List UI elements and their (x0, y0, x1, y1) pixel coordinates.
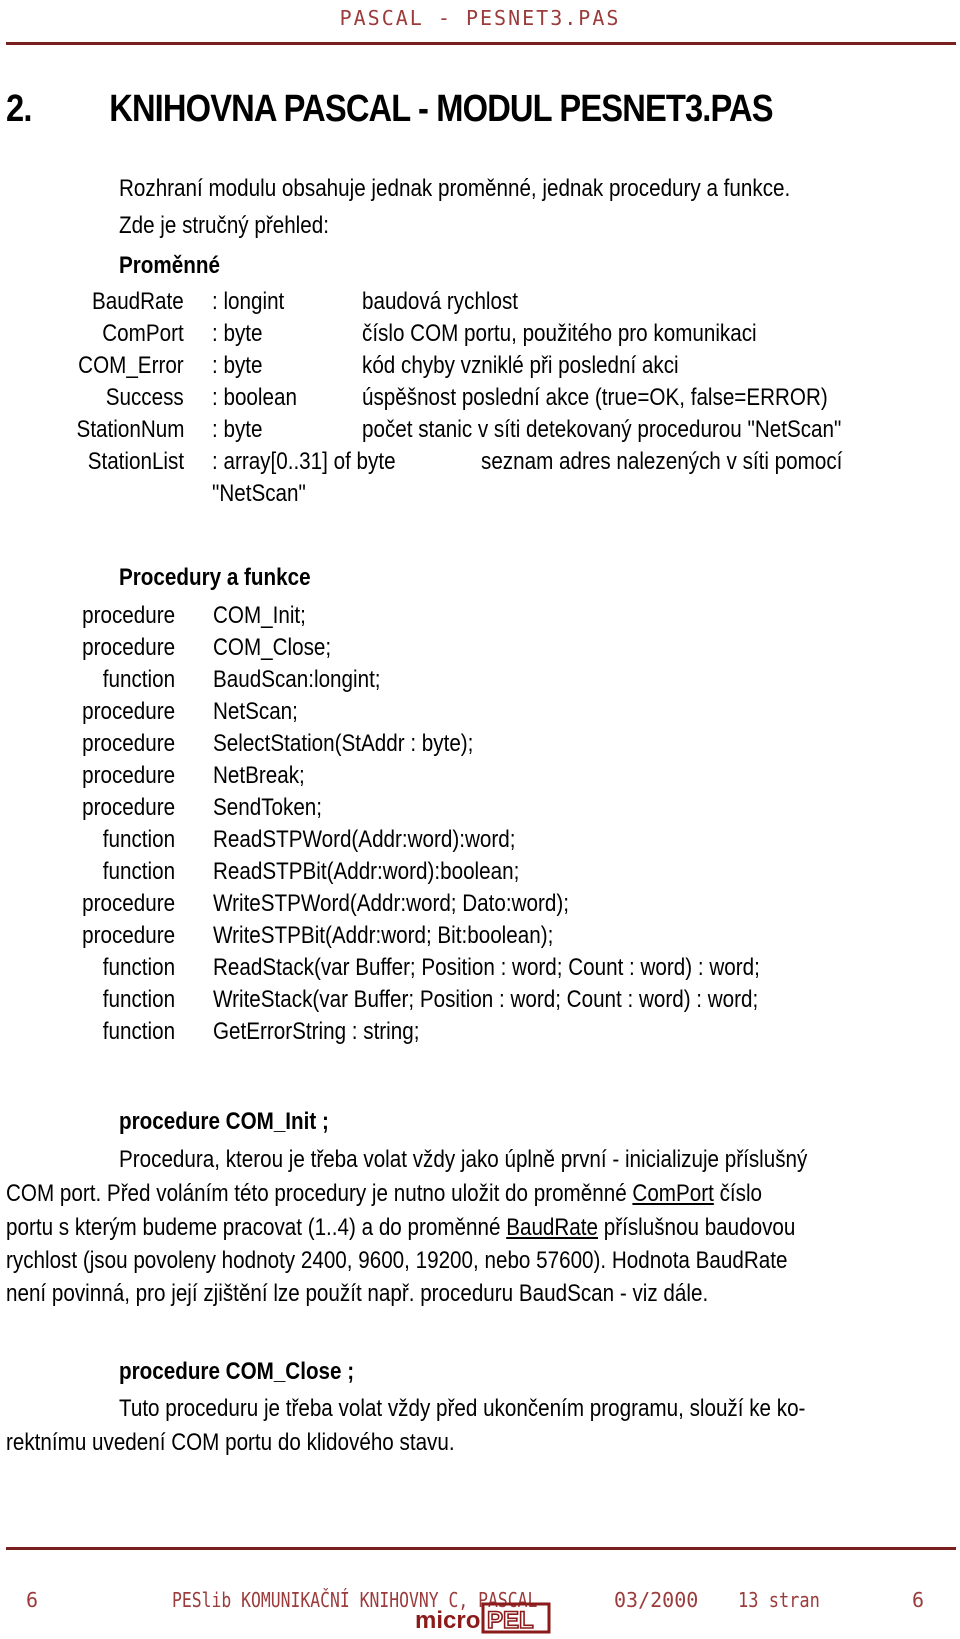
procedure-kind: procedure (82, 730, 175, 757)
procedure-kind: procedure (82, 602, 175, 629)
procedure-kind: function (102, 826, 175, 853)
intro-line-2: Zde je stručný přehled: (119, 212, 329, 239)
variable-type: : boolean (212, 384, 297, 411)
com-init-text-4: rychlost (jsou povoleny hodnoty 2400, 9600, 19200, nebo 57600). Hodnota BaudRate (6, 1247, 788, 1274)
intro-line-1: Rozhraní modulu obsahuje jednak proměnné, jednak procedury a funkce. (119, 175, 791, 202)
variable-desc: číslo COM portu, použitého pro komunikaci (362, 320, 757, 347)
variable-desc: baudová rychlost (362, 288, 519, 315)
procedure-kind: procedure (82, 922, 175, 949)
svg-text:PEL: PEL (487, 1607, 534, 1634)
baudrate-reference: BaudRate (506, 1214, 599, 1241)
com-close-text-1: Tuto proceduru je třeba volat vždy před ukončením programu, slouží ke ko- (119, 1395, 806, 1422)
page-number-left: 6 (26, 1588, 39, 1612)
com-init-text-2 (6, 1178, 762, 1210)
variable-type: : array[0..31] of byte (212, 448, 396, 475)
procedure-signature: SendToken; (213, 794, 323, 821)
procedure-kind: function (102, 986, 175, 1013)
procedure-signature: BaudScan:longint; (213, 666, 381, 693)
com-init-text-3a: portu s kterým budeme pracovat (1..4) a do proměnné (6, 1214, 507, 1241)
com-init-text-3b: příslušnou baudovou (598, 1214, 796, 1241)
variable-name: Success (105, 384, 184, 411)
comport-reference: ComPort (632, 1180, 714, 1207)
procedure-signature: COM_Init; (213, 602, 306, 629)
variable-desc: počet stanic v síti detekovaný procedurou "NetScan" (362, 416, 842, 443)
footer-pages: 13 stran (738, 1588, 820, 1612)
footer-rule (6, 1547, 956, 1550)
running-header: PASCAL - PESNET3.PAS (339, 6, 621, 30)
com-close-heading: procedure COM_Close ; (119, 1358, 355, 1385)
micropel-logo (413, 1600, 553, 1636)
procedure-signature: NetScan; (213, 698, 298, 725)
procedure-kind: function (102, 1018, 175, 1045)
com-init-heading: procedure COM_Init ; (119, 1108, 329, 1135)
variable-desc: seznam adres nalezených v síti pomocí (481, 448, 843, 475)
procedure-signature: ReadSTPBit(Addr:word):boolean; (213, 858, 520, 885)
variable-name: BaudRate (92, 288, 184, 315)
variable-type: : byte (212, 416, 263, 443)
variable-desc: úspěšnost poslední akce (true=OK, false=ERROR) (362, 384, 828, 411)
procedure-kind: procedure (82, 890, 175, 917)
footer-date: 03/2000 (614, 1588, 699, 1612)
section-title-text: KNIHOVNA PASCAL - MODUL PESNET3.PAS (109, 88, 773, 130)
procedure-signature: WriteStack(var Buffer; Position : word; Count : word) : word; (213, 986, 759, 1013)
procedure-signature: NetBreak; (213, 762, 305, 789)
procedure-signature: ReadStack(var Buffer; Position : word; Count : word) : word; (213, 954, 760, 981)
com-init-text-2b: číslo (713, 1180, 763, 1207)
variable-name: StationList (87, 448, 184, 475)
procedure-signature: WriteSTPBit(Addr:word; Bit:boolean); (213, 922, 554, 949)
variable-type: : longint (212, 288, 285, 315)
procedure-signature: COM_Close; (213, 634, 332, 661)
procedure-kind: function (102, 666, 175, 693)
procedure-signature: GetErrorString : string; (213, 1018, 420, 1045)
section-title (6, 88, 773, 131)
com-init-text-2a: COM port. Před voláním této procedury je nutno uložit do proměnné (6, 1180, 633, 1207)
procedure-signature: ReadSTPWord(Addr:word):word; (213, 826, 516, 853)
section-number: 2. (6, 88, 32, 130)
page-number-right: 6 (912, 1588, 925, 1612)
procedure-kind: function (102, 954, 175, 981)
variable-name: StationNum (76, 416, 184, 443)
procedure-signature: SelectStation(StAddr : byte); (213, 730, 474, 757)
variable-type: : byte (212, 320, 263, 347)
variable-desc-continued: "NetScan" (212, 480, 306, 507)
procedure-signature: WriteSTPWord(Addr:word; Dato:word); (213, 890, 569, 917)
com-init-text-5: není povinná, pro její zjištění lze použít např. proceduru BaudScan - viz dále. (6, 1280, 709, 1307)
svg-text:micro: micro (415, 1607, 481, 1634)
procedure-kind: procedure (82, 762, 175, 789)
procedure-kind: procedure (82, 634, 175, 661)
com-close-text-2: rektnímu uvedení COM portu do klidového stavu. (6, 1429, 455, 1456)
procedures-heading: Procedury a funkce (119, 564, 311, 591)
procedure-kind: procedure (82, 794, 175, 821)
footer-title: PESlib KOMUNIKAČNÍ KNIHOVNY C, PASCAL (172, 1588, 538, 1612)
procedure-kind: function (102, 858, 175, 885)
com-init-text-3 (6, 1212, 795, 1244)
com-init-text-1: Procedura, kterou je třeba volat vždy jako úplně první - inicializuje příslušný (119, 1146, 808, 1173)
procedure-kind: procedure (82, 698, 175, 725)
variable-name: COM_Error (78, 352, 184, 379)
variables-heading: Proměnné (119, 252, 220, 279)
header-rule (6, 42, 956, 45)
variable-name: ComPort (102, 320, 184, 347)
variable-type: : byte (212, 352, 263, 379)
variable-desc: kód chyby vzniklé při poslední akci (362, 352, 679, 379)
